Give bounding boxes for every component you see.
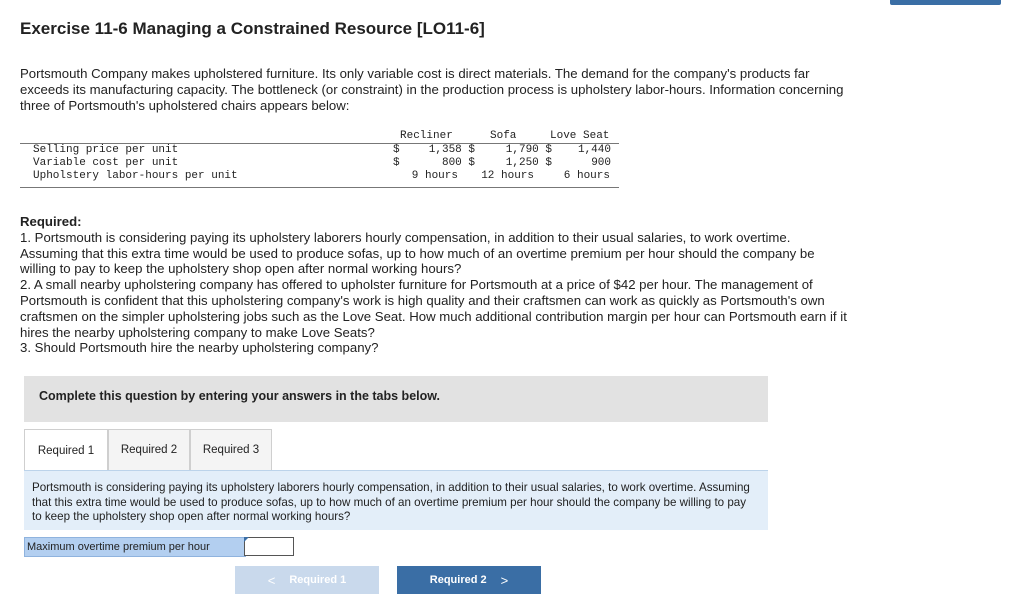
panel-question-text: Portsmouth is considering paying its upholstery laborers hourly compensation, in addition to their usual salaries, to work overtime. Assuming that this extra time would be used to produce sofas, up to how much of an overtime premium per hour should the company be willing to pay to keep the upholstery shop open after normal working hours? xyxy=(32,481,750,523)
tab-required-2[interactable]: Required 2 xyxy=(108,429,190,470)
table-divider-bottom xyxy=(20,187,619,188)
dollar-sign: $ xyxy=(393,157,400,169)
cell-loveseat-hours: 6 hours xyxy=(563,170,610,182)
header-recliner: Recliner xyxy=(400,130,453,142)
prev-required-button[interactable] xyxy=(235,566,379,594)
cell-recliner-cost: 800 $ xyxy=(441,157,475,169)
answer-label: Maximum overtime premium per hour xyxy=(24,537,246,557)
chevron-left-icon: < xyxy=(267,572,276,588)
cell-sofa-price: 1,790 $ xyxy=(505,144,552,156)
instruction-banner xyxy=(24,376,768,422)
required-question-2: 2. A small nearby upholstering company has offered to upholster furniture for Portsmouth at a price of $42 per hour. The management of Portsmouth is confident that this upholstering company's work is high quality and their craftsmen can work as quickly as Portsmouth's own craftsmen on the simpler upholstering jobs such as the Love Seat. How much additional contribution margin per hour can Portsmouth earn if it hires the nearby upholstering company to make Love Seats? xyxy=(20,277,847,340)
cell-recliner-price: 1,358 $ xyxy=(428,144,475,156)
row-label-selling-price: Selling price per unit xyxy=(33,144,179,156)
input-marker-icon xyxy=(244,537,249,542)
product-table xyxy=(20,130,620,192)
dollar-sign: $ xyxy=(393,144,400,156)
cell-loveseat-cost: 900 xyxy=(591,157,611,169)
cell-sofa-hours: 12 hours xyxy=(481,170,534,182)
required-heading: Required: xyxy=(20,214,82,229)
required-question-1: 1. Portsmouth is considering paying its upholstery laborers hourly compensation, in addition to their usual salaries, to work overtime. Assuming that this extra time would be used to produce sofas, up to how much of an overtime premium per hour should the company be willing to pay to keep the upholstery shop open after normal working hours? xyxy=(20,229,815,277)
cell-loveseat-price: 1,440 xyxy=(577,144,611,156)
cell-recliner-hours: 9 hours xyxy=(411,170,458,182)
chevron-right-icon: > xyxy=(500,572,509,588)
progress-bar xyxy=(890,0,1001,5)
overtime-premium-input[interactable] xyxy=(244,537,294,556)
header-love-seat: Love Seat xyxy=(550,130,610,142)
row-label-labor-hours: Upholstery labor-hours per unit xyxy=(33,170,238,182)
intro-text: Portsmouth Company makes upholstered furniture. Its only variable cost is direct materials. The demand for the company's products far exceeds its manufacturing capacity. The bottleneck (or constraint) in the production process is upholstery labor-hours. Information concerning three of Portsmouth's upholstered chairs appears below: xyxy=(20,66,844,113)
prev-button-label: Required 1 xyxy=(289,574,347,586)
row-label-variable-cost: Variable cost per unit xyxy=(33,157,179,169)
header-sofa: Sofa xyxy=(490,130,517,142)
question-panel xyxy=(24,471,768,530)
required-section xyxy=(20,214,850,356)
tab-required-1[interactable]: Required 1 xyxy=(24,429,108,472)
next-required-button[interactable] xyxy=(397,566,541,594)
required-question-3: 3. Should Portsmouth hire the nearby upholstering company? xyxy=(20,340,379,356)
tab-required-3[interactable]: Required 3 xyxy=(190,429,272,470)
instruction-text: Complete this question by entering your answers in the tabs below. xyxy=(39,389,440,403)
page-title: Exercise 11-6 Managing a Constrained Resource [LO11-6] xyxy=(20,19,485,38)
next-button-label: Required 2 xyxy=(429,574,487,586)
cell-sofa-cost: 1,250 $ xyxy=(505,157,552,169)
